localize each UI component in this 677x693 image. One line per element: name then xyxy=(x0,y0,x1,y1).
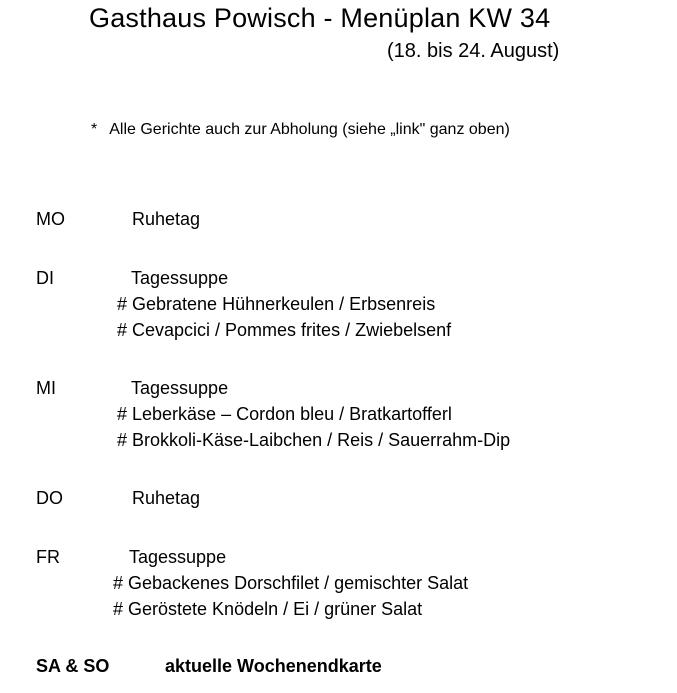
fr-dish-1: # Gebackenes Dorschfilet / gemischter Salat xyxy=(113,573,469,593)
weekend-menu: aktuelle Wochenendkarte xyxy=(165,656,382,676)
mo-closed: Ruhetag xyxy=(132,209,201,229)
note-marker: * xyxy=(91,121,98,138)
fr-soup: Tagessuppe xyxy=(129,547,227,567)
fr-dish-2: # Geröstete Knödeln / Ei / grüner Salat xyxy=(113,599,423,619)
note-text: Alle Gerichte auch zur Abholung (siehe „link" ganz oben) xyxy=(109,121,510,138)
mi-dish-1: # Leberkäse – Cordon bleu / Bratkartofferl xyxy=(117,404,452,424)
day-label-mi: MI xyxy=(36,378,56,398)
page-title: Gasthaus Powisch - Menüplan KW 34 xyxy=(89,3,551,33)
day-label-mo: MO xyxy=(36,209,65,229)
date-range: (18. bis 24. August) xyxy=(387,40,560,62)
day-label-weekend: SA & SO xyxy=(36,656,110,676)
mi-dish-2: # Brokkoli-Käse-Laibchen / Reis / Sauerrahm-Dip xyxy=(117,430,511,450)
day-label-do: DO xyxy=(36,488,63,508)
di-dish-1: # Gebratene Hühnerkeulen / Erbsenreis xyxy=(117,294,436,314)
do-closed: Ruhetag xyxy=(132,488,201,508)
day-label-di: DI xyxy=(36,268,54,288)
mi-soup: Tagessuppe xyxy=(131,378,229,398)
pickup-note xyxy=(91,121,510,139)
day-label-fr: FR xyxy=(36,547,60,567)
di-soup: Tagessuppe xyxy=(131,268,229,288)
di-dish-2: # Cevapcici / Pommes frites / Zwiebelsenf xyxy=(117,320,452,340)
